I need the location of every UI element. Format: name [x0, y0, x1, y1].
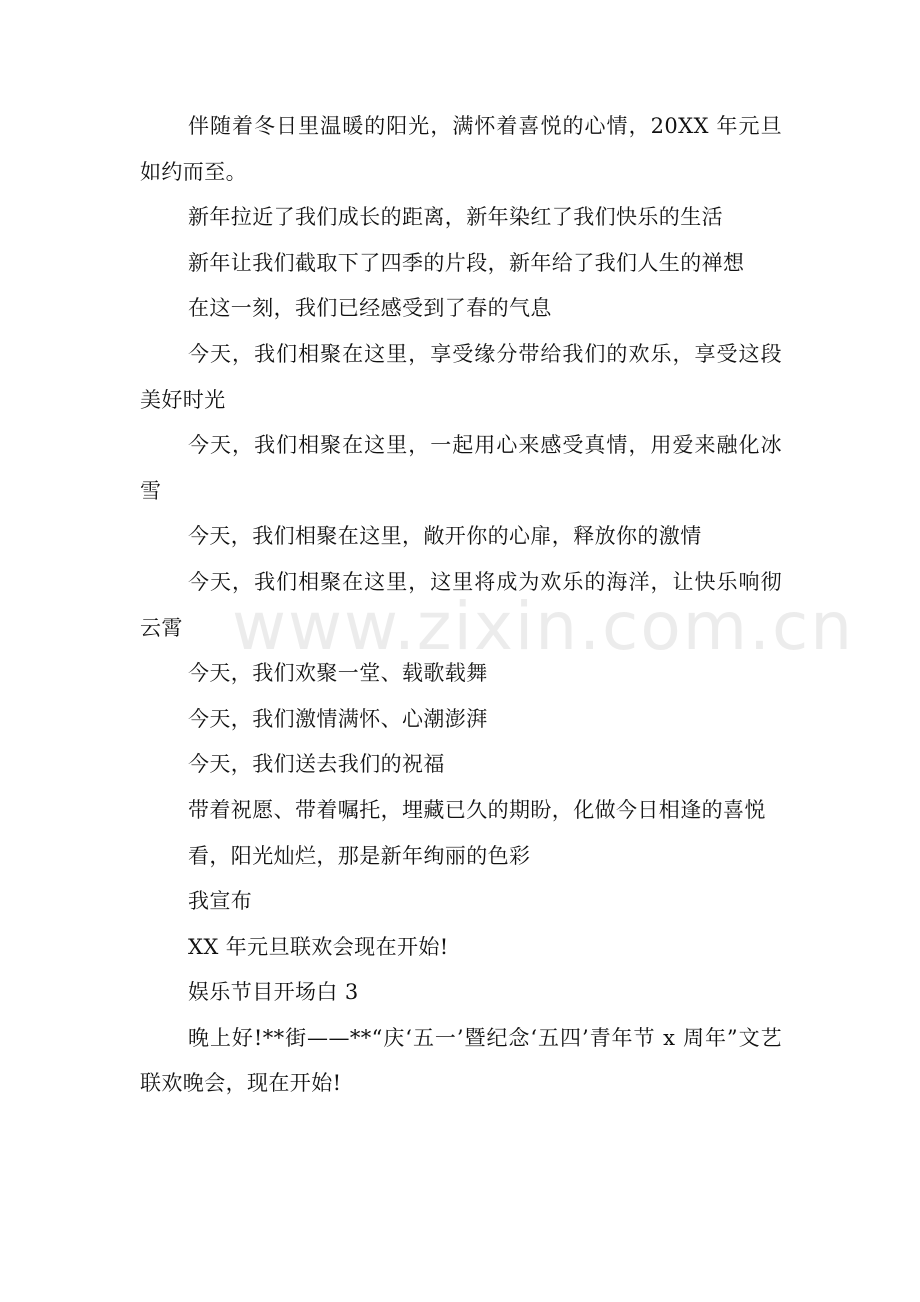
- paragraph: 在这一刻，我们已经感受到了春的气息: [188, 296, 552, 321]
- watermark: www.zixin.com.cn: [232, 588, 855, 665]
- paragraph: 今天，我们相聚在这里，这里将成为欢乐的海洋，让快乐响彻云霄: [140, 569, 782, 640]
- paragraph: 晚上好!**街——**“庆‘五一’暨纪念‘五四’青年节 x 周年”文艺联欢晚会，现在开始!: [140, 1025, 782, 1096]
- paragraph: 今天，我们相聚在这里，敞开你的心扉，释放你的激情: [188, 524, 702, 549]
- paragraph: 看，阳光灿烂，那是新年绚丽的色彩: [188, 843, 531, 868]
- paragraph: 带着祝愿、带着嘱托，埋藏已久的期盼，化做今日相逢的喜悦: [188, 797, 766, 822]
- paragraph: 今天，我们欢聚一堂、载歌载舞: [188, 661, 488, 686]
- paragraph: 今天，我们激情满怀、心潮澎湃: [188, 706, 488, 731]
- paragraph: 我宣布: [188, 889, 253, 914]
- paragraph: 伴随着冬日里温暖的阳光，满怀着喜悦的心情，20XX 年元旦如约而至。: [140, 114, 782, 184]
- paragraph: 今天，我们送去我们的祝福: [188, 752, 445, 777]
- paragraph: 今天，我们相聚在这里，享受缘分带给我们的欢乐，享受这段美好时光: [140, 341, 782, 412]
- paragraph: XX 年元旦联欢会现在开始!: [188, 934, 449, 959]
- paragraph: 娱乐节目开场白 3: [188, 980, 359, 1005]
- paragraph: 今天，我们相聚在这里，一起用心来感受真情，用爱来融化冰雪: [140, 433, 782, 503]
- document-body: [140, 104, 782, 1107]
- paragraph: 新年让我们截取下了四季的片段，新年给了我们人生的禅想: [188, 250, 745, 275]
- paragraph: 新年拉近了我们成长的距离，新年染红了我们快乐的生活: [188, 205, 723, 230]
